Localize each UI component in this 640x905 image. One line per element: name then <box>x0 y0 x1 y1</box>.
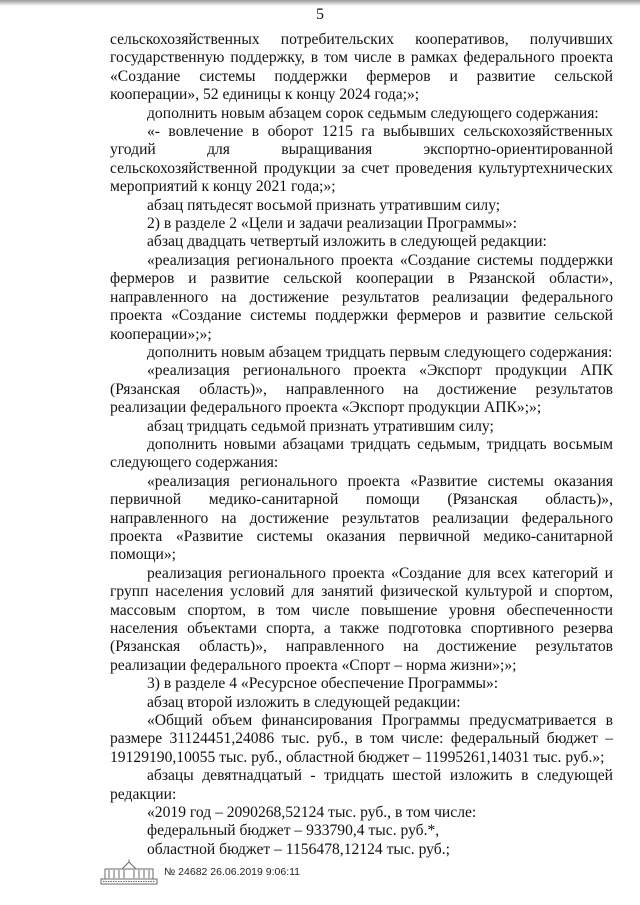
paragraph: «- вовлечение в оборот 1215 га выбывших сельскохозяйственных угодий для выращивания экспортно-ориентированной сельскохозяйственной продукции за счет проведения культуртехнических мероприятий к концу 2021 года;»; <box>110 123 613 196</box>
paragraph: 2) в разделе 2 «Цели и задачи реализации Программы»: <box>147 215 517 233</box>
paragraph: федеральный бюджет – 933790,4 тыс. руб.*, <box>147 822 440 840</box>
document-body <box>110 31 613 859</box>
paragraph: «2019 год – 2090268,52124 тыс. руб., в том числе: <box>147 804 477 822</box>
paragraph: сельскохозяйственных потребительских кооперативов, получивших государственную поддержку, в том числе в рамках федерального проекта «Создание системы поддержки фермеров и развитие сельской кооперации», 52 единицы к концу 2024 года;»; <box>110 31 613 104</box>
paragraph: «Общий объем финансирования Программы предусматривается в размере 31124451,24086 тыс. руб., в том числе: федеральный бюджет – 19129190,10055 тыс. руб., областной бюджет – 11995261,14031 тыс. руб.»; <box>110 712 613 766</box>
paragraph: дополнить новыми абзацами тридцать седьмым, тридцать восьмым следующего содержания: <box>110 435 613 472</box>
paragraph: 3) в разделе 4 «Ресурсное обеспечение Программы»: <box>147 675 499 693</box>
paragraph: дополнить новым абзацем сорок седьмым следующего содержания: <box>147 104 599 122</box>
paragraph: абзац двадцать четвертый изложить в следующей редакции: <box>147 233 547 251</box>
paragraph: дополнить новым абзацем тридцать первым следующего содержания: <box>147 343 613 361</box>
paragraph: «реализация регионального проекта «Развитие системы оказания первичной медико-санитарной помощи (Рязанская область)», направленного на достижение результатов реализации федерального проекта «Развитие системы оказания первичной медико-санитарной помощи»; <box>110 472 613 564</box>
page-number: 5 <box>316 6 324 23</box>
paragraph: «реализация регионального проекта «Экспорт продукции АПК (Рязанская область)», направленного на достижение результатов реализации федерального проекта «Экспорт продукции АПК»;»; <box>110 362 613 417</box>
building-stamp-icon <box>100 859 158 885</box>
footer <box>100 858 300 886</box>
registration-stamp: № 24682 26.06.2019 9:06:11 <box>164 866 301 878</box>
paragraph: абзац тридцать седьмой признать утратившим силу; <box>147 417 494 435</box>
paragraph: абзац второй изложить в следующей редакции: <box>147 693 461 711</box>
paragraph: «реализация регионального проекта «Создание системы поддержки фермеров и развитие сельской кооперации в Рязанской области», направленного на достижение результатов реализации федерального проекта «Создание системы поддержки фермеров и развитие сельской кооперации»;»; <box>110 251 613 343</box>
paragraph: абзацы девятнадцатый - тридцать шестой изложить в следующей редакции: <box>110 767 613 803</box>
paragraph: областной бюджет – 1156478,12124 тыс. руб.; <box>147 840 450 858</box>
paragraph: реализация регионального проекта «Создание для всех категорий и групп населения условий для занятий физической культурой и спортом, массовым спортом, в том числе повышение уровня обеспеченности населения объектами спорта, а также подготовка спортивного резерва (Рязанская область)», направленного на достижение результатов реализации федерального проекта «Спорт – норма жизни»;»; <box>110 564 613 674</box>
paragraph: абзац пятьдесят восьмой признать утратившим силу; <box>147 196 501 214</box>
